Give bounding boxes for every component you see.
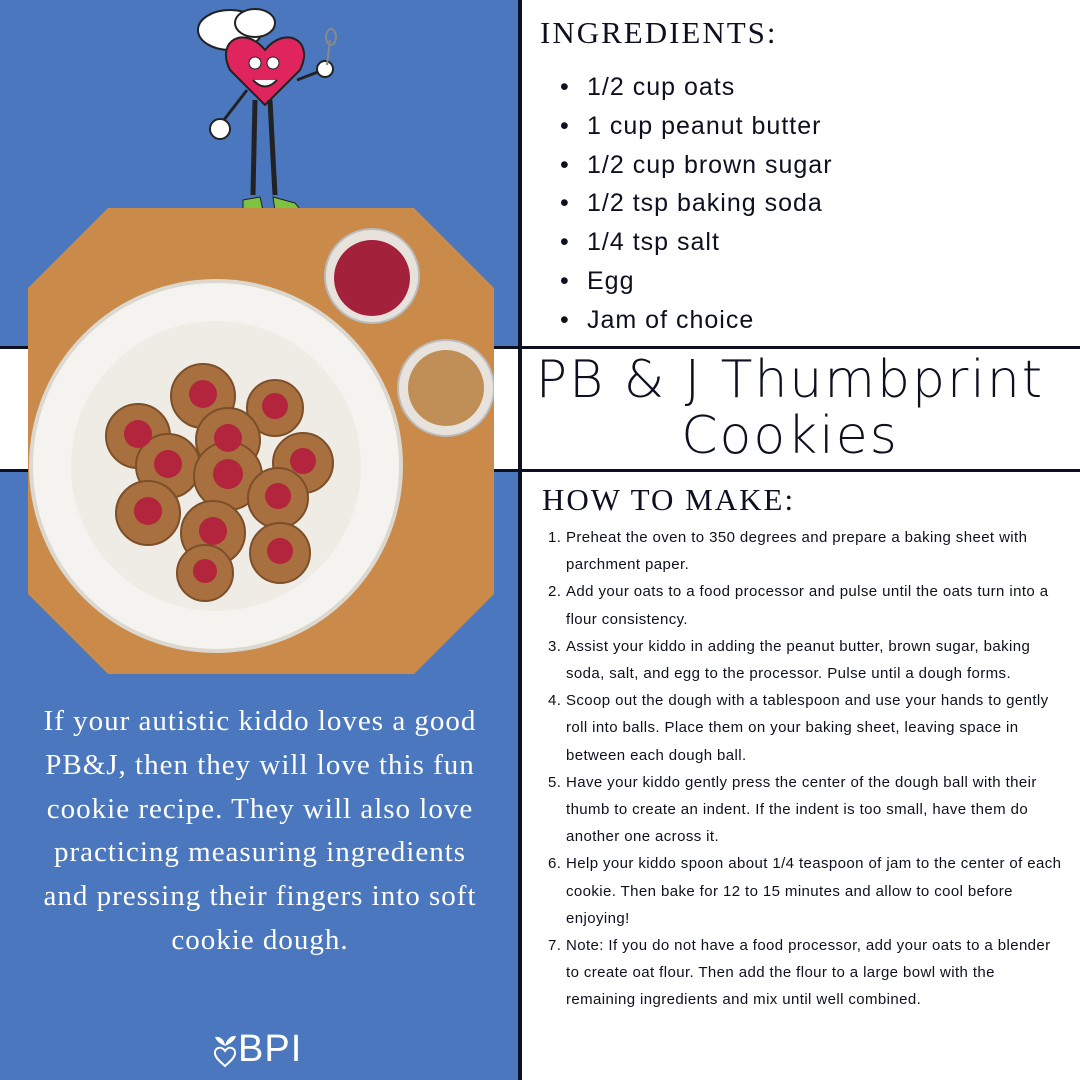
title-line-2: Cookies bbox=[681, 406, 899, 466]
heart-sprout-icon bbox=[212, 1032, 238, 1068]
bpi-logo bbox=[212, 1028, 302, 1071]
ingredient-item: • 1/2 tsp baking soda bbox=[560, 184, 833, 223]
step-item: 1. Preheat the oven to 350 degrees and prepare a baking sheet with parchment paper. bbox=[548, 524, 1068, 578]
step-item: 3. Assist your kiddo in adding the peanut butter, brown sugar, baking soda, salt, and egg to the processor. Pulse until a dough forms. bbox=[548, 633, 1068, 687]
ingredient-item: • 1 cup peanut butter bbox=[560, 107, 833, 146]
ingredient-item: • 1/2 cup brown sugar bbox=[560, 146, 833, 185]
step-text: Preheat the oven to 350 degrees and prepare a baking sheet with parchment paper. bbox=[566, 529, 1028, 574]
how-to-heading: HOW TO MAKE: bbox=[542, 482, 796, 517]
ingredients-list bbox=[560, 68, 833, 340]
step-text: Have your kiddo gently press the center of the dough ball with their thumb to create an indent. If the indent is too small, have them do another one across it. bbox=[566, 773, 1037, 846]
step-text: Add your oats to a food processor and pulse until the oats turn into a flour consistency. bbox=[566, 583, 1049, 628]
intro-blurb: If your autistic kiddo loves a good PB&J, then they will love this fun cookie recipe. They will also love practicing measuring ingredients and pressing their fingers into soft cookie dough. bbox=[43, 705, 477, 956]
ingredient-item: • 1/2 cup oats bbox=[560, 68, 833, 107]
step-text: Note: If you do not have a food processor, add your oats to a blender to create oat flour. Then add the flour to a large bowl with the remaining ingredients and mix until well combined. bbox=[566, 937, 1051, 1009]
step-item: 7. Note: If you do not have a food processor, add your oats to a blender to create oat flour. Then add the flour to a large bowl with the remaining ingredients and mix until well combined. bbox=[548, 932, 1068, 1014]
step-item: 5. Have your kiddo gently press the center of the dough ball with their thumb to create an indent. If the indent is too small, have them do another one across it. bbox=[548, 769, 1068, 851]
logo-text: BPI bbox=[238, 1028, 303, 1070]
chef-heart-mascot bbox=[185, 5, 345, 215]
step-text: Assist your kiddo in adding the peanut butter, brown sugar, baking soda, salt, and egg to the processor. Pulse until a dough forms. bbox=[566, 637, 1031, 683]
step-text: Scoop out the dough with a tablespoon and use your hands to gently roll into balls. Place them on your baking sheet, leaving space in between each dough ball. bbox=[566, 692, 1049, 764]
ingredient-item: • Jam of choice bbox=[560, 301, 833, 340]
steps-list bbox=[548, 524, 1068, 1014]
page-title bbox=[500, 352, 1080, 464]
ingredients-heading: INGREDIENTS: bbox=[540, 15, 778, 50]
title-line-1: PB & J Thumbprint bbox=[535, 350, 1045, 410]
cookies-photo bbox=[28, 208, 494, 674]
divider bbox=[518, 0, 522, 1080]
step-text: Help your kiddo spoon about 1/4 teaspoon of jam to the center of each cookie. Then bake for 12 to 15 minutes and allow to cool before enjoying! bbox=[566, 855, 1062, 927]
step-item: 6. Help your kiddo spoon about 1/4 teaspoon of jam to the center of each cookie. Then bake for 12 to 15 minutes and allow to cool before enjoying! bbox=[548, 850, 1068, 932]
ingredient-item: • 1/4 tsp salt bbox=[560, 223, 833, 262]
step-item: 4. Scoop out the dough with a tablespoon and use your hands to gently roll into balls. Place them on your baking sheet, leaving space in between each dough ball. bbox=[548, 687, 1068, 769]
step-item: 2. Add your oats to a food processor and pulse until the oats turn into a flour consistency. bbox=[548, 578, 1068, 632]
ingredient-item: • Egg bbox=[560, 262, 833, 301]
